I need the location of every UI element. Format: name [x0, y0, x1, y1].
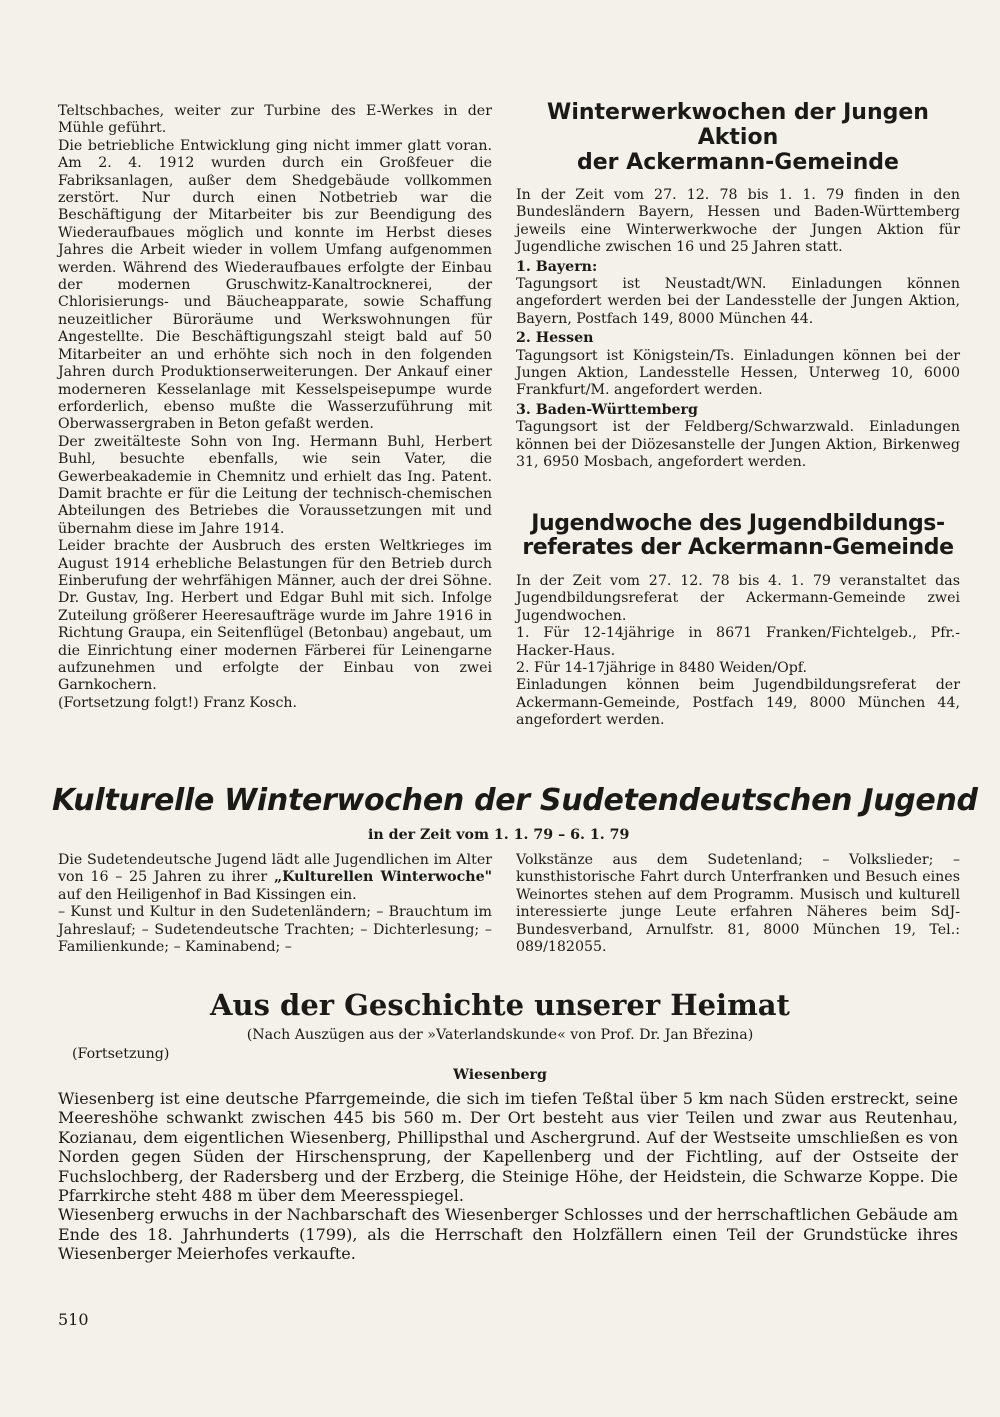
section-text: Tagungsort ist Königstein/Ts. Einladungen können bei der Jungen Aktion, Landesstelle Hessen, Unterweg 10, 6000 Frankfurt/M. angefordert werden.	[516, 347, 960, 399]
heimat-fortsetzung: (Fortsetzung)	[72, 1046, 170, 1062]
winterwerkwochen-title	[516, 100, 960, 175]
left-paragraph: Teltschbaches, weiter zur Turbine des E-Werkes in der Mühle geführt.	[58, 103, 492, 137]
list-item: 2. Für 14-17jährige in 8480 Weiden/Opf.	[516, 660, 808, 677]
kulturelle-program-cont: Volkstänze aus dem Sudetenland; – Volkslieder; – kunsthistorische Fahrt durch Unterfranken und Besuch eines Weinortes stehen auf dem Programm. Musisch und kulturell interessierte junge Leute erfahren Näheres beim SdJ-Bundesverband, Arnulfstr. 81, 8000 München 19, Tel.: 089/182055.	[516, 852, 960, 956]
heimat-place: Wiesenberg	[453, 1067, 547, 1083]
section-heading: 3. Baden-Württemberg	[516, 401, 698, 418]
title-line: referates der Ackermann-Gemeinde	[522, 535, 954, 560]
invite-text: auf den Heiligenhof in Bad Kissingen ein.	[58, 886, 357, 903]
invite-text: Die Sudetendeutsche Jugend lädt alle Jugendlichen im Alter von 16 – 25 Jahren zu ihrer	[58, 852, 492, 886]
left-paragraph: Die betriebliche Entwicklung ging nicht immer glatt voran. Am 2. 4. 1912 wurden durch ein Großfeuer die Fabriksanlagen, außer dem Shedgebäude vollkommen zerstört. Nur durch einen Notbetrieb war die Beschäftigung der Mitarbeiter bis zur Beendigung des Wiederaufbaues möglich und konnte im Herbst dieses Jahres die Arbeit wieder in vollem Umfang aufgenommen werden. Während des Wiederaufbaues erfolgte der Einbau der modernen Gruschwitz-Kanaltrocknerei, der Chlorisierungs- und Bäucheapparate, sowie Schaffung neuzeitlicher Büroräume und Werkswohnungen für Angestellte. Die Beschäftigungszahl steigt bald auf 50 Mitarbeiter an und erhöhte sich noch in den folgenden Jahren durch Produktionserweiterungen. Der Ankauf einer moderneren Kesselanlage mit Kesselspeisepumpe wurde erforderlich, ebenso mußte die Wasserzuführung mit Oberwassergraben in Beton gefaßt werden.	[58, 137, 492, 433]
title-line: Winterwerkwochen der Jungen Aktion	[547, 100, 929, 150]
kulturelle-program: – Kunst und Kultur in den Sudetenländern; – Brauchtum im Jahreslauf; – Sudetendeutsche Trachten; – Dichterlesung; – Familienkunde; – Kaminabend; –	[58, 904, 492, 956]
kulturelle-invite	[58, 852, 492, 904]
section-heading: 2. Hessen	[516, 330, 594, 347]
kulturelle-left	[58, 852, 492, 956]
kulturelle-title: Kulturelle Winterwochen der Sudetendeutschen Jugend	[52, 783, 978, 818]
jugendwoche-intro: In der Zeit vom 27. 12. 78 bis 4. 1. 79 veranstaltet das Jugendbildungsreferat der Ackermann-Gemeinde zwei Jugendwochen.	[516, 573, 960, 624]
title-line: Jugendwoche des Jugendbildungs-	[531, 511, 945, 536]
invite-event: „Kulturellen Winterwoche"	[273, 869, 492, 886]
section-heading: 1. Bayern:	[516, 258, 598, 275]
heimat-source: (Nach Auszügen aus der »Vaterlandskunde« von Prof. Dr. Jan Březina)	[246, 1027, 754, 1043]
heimat-paragraph: Wiesenberg ist eine deutsche Pfarrgemeinde, die sich im tiefen Teßtal über 5 km nach Süden erstreckt, seine Meereshöhe schwankt zwischen 445 bis 560 m. Der Ort besteht aus vier Teilen und zwar aus Reutenhau, Kozianau, dem eigentlichen Wiesenberg, Phillipsthal und Aschergrund. Auf der Westseite umschließen es von Norden gegen Süden der Hirschensprung, der Kapellenberg und der Fichtling, auf der Ostseite der Fuchslochberg, der Radersberg und der Erzberg, die Steinige Höhe, der Heidstein, die Schwarze Koppe. Die Pfarrkirche steht 488 m über dem Meeresspiegel.	[58, 1089, 958, 1206]
title-line: der Ackermann-Gemeinde	[577, 150, 899, 175]
jugendwoche-outro: Einladungen können beim Jugendbildungsreferat der Ackermann-Gemeinde, Postfach 149, 8000 München 44, angefordert werden.	[516, 677, 960, 729]
kulturelle-subtitle: in der Zeit vom 1. 1. 79 – 6. 1. 79	[368, 827, 630, 843]
left-paragraph: Der zweitälteste Sohn von Ing. Hermann Buhl, Herbert Buhl, besuchte ebenfalls, wie sein Vater, die Gewerbeakademie in Chemnitz und erhielt das Ing. Patent. Damit brachte er für die Leitung der technisch-chemischen Abteilungen des Betriebes die Voraussetzungen mit und übernahm diese im Jahre 1914.	[58, 433, 492, 537]
jugendwoche-article	[516, 512, 960, 730]
page-number: 510	[58, 1310, 89, 1329]
left-article	[58, 103, 492, 712]
heimat-paragraph: Wiesenberg erwuchs in der Nachbarschaft des Wiesenberger Schlosses und der herrschaftlichen Gebäude am Ende des 18. Jahrhunderts (1799), als die Herrschaft den Holzfällern einen Teil der Grundstücke ihres Wiesenberger Meierhofes verkaufte.	[58, 1205, 958, 1264]
list-item: 1. Für 12-14jährige in 8671 Franken/Fichtelgeb., Pfr.-Hacker-Haus.	[516, 625, 960, 659]
left-signature: (Fortsetzung folgt!) Franz Kosch.	[58, 694, 298, 711]
left-paragraph: Leider brachte der Ausbruch des ersten Weltkrieges im August 1914 erhebliche Belastungen für den Betrieb durch Einberufung der wehrfähigen Männer, auch der drei Söhne. Dr. Gustav, Ing. Herbert und Edgar Buhl mit sich. Infolge Zuteilung größerer Heeresaufträge wurde im Jahre 1916 in Richtung Graupa, ein Seitenflügel (Betonbau) angebaut, um die Einrichtung einer modernen Färberei für Leinengarne aufzunehmen und erfolgte der Einbau von zwei Garnkochern.	[58, 538, 492, 694]
heimat-body	[58, 1089, 958, 1264]
heimat-title: Aus der Geschichte unserer Heimat	[210, 988, 790, 1022]
winterwerkwochen-intro: In der Zeit vom 27. 12. 78 bis 1. 1. 79 finden in den Bundesländern Bayern, Hessen und Baden-Württemberg jeweils eine Winterwerkwoche der Jungen Aktion für Jugendliche zwischen 16 und 25 Jahren statt.	[516, 187, 960, 256]
section-text: Tagungsort ist der Feldberg/Schwarzwald. Einladungen können bei der Diözesanstelle der Jungen Aktion, Birkenweg 31, 6950 Mosbach, angefordert werden.	[516, 419, 960, 471]
section-text: Tagungsort ist Neustadt/WN. Einladungen können angefordert werden bei der Landesstelle der Jungen Aktion, Bayern, Postfach 149, 8000 München 44.	[516, 276, 960, 327]
winterwerkwochen-article	[516, 100, 960, 472]
jugendwoche-title	[516, 512, 960, 560]
kulturelle-right	[516, 852, 960, 956]
